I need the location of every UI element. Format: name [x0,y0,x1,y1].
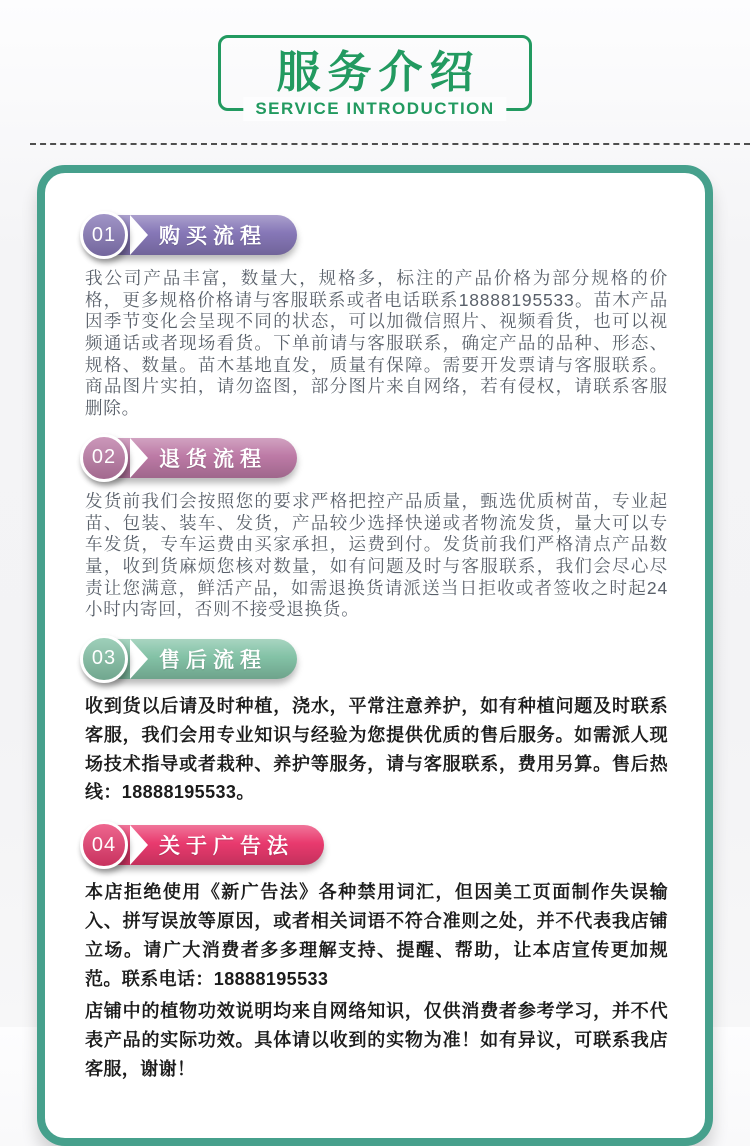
section-number-badge [80,211,128,259]
header-title-box [218,35,532,118]
service-card [37,165,713,1146]
section-advertising-law [85,825,668,1084]
section-number: 01 [91,223,117,246]
section-title: 关于广告法 [159,835,294,859]
chevron-right-icon [130,438,148,478]
page-title: 服务介绍 [276,48,481,97]
section-number-badge [80,821,128,869]
section-text: 发货前我们会按照您的要求严格把控产品质量，甄选优质树苗，专业起苗、包装、装车、发货，产品较少选择快递或者物流发货，量大可以专车发货，专车运费由买家承担，运费到付。发货前我们严格清点产品数量，收到货麻烦您核对数量，如有问题及时与客服联系，我们会尽心尽责让您满意，鲜活产品，如需退换货请派送当日拒收或者签收之时起24小时内寄回，否则不接受退换货。 [85,490,668,620]
dashed-divider [30,143,750,145]
section-number: 02 [91,446,117,469]
section-text-secondary: 店铺中的植物功效说明均来自网络知识，仅供消费者参考学习，并不代表产品的实际功效。具体请以收到的实物为准！如有异议，可联系我店客服，谢谢！ [85,1001,668,1079]
page-subtitle: SERVICE INTRODUCTION [243,97,506,121]
section-title: 售后流程 [159,648,267,672]
section-badge [83,215,297,255]
section-number: 03 [91,647,117,670]
section-aftersale-process [85,639,668,807]
section-purchase-process [85,215,668,420]
section-return-process [85,438,668,621]
section-badge [83,639,297,679]
section-badge [83,438,297,478]
section-title: 退货流程 [159,447,267,471]
section-number: 04 [91,833,117,856]
section-text: 收到货以后请及时种植，浇水，平常注意养护，如有种植问题及时联系客服，我们会用专业知识与经验为您提供优质的售后服务。如需派人现场技术指导或者栽种、养护等服务，请与客服联系，费用另算。售后热线：18888195533。 [85,695,668,803]
page-header [0,0,750,145]
section-title: 购买流程 [159,225,267,248]
chevron-right-icon [130,639,148,679]
section-text: 本店拒绝使用《新广告法》各种禁用词汇，但因美工页面制作失误输入、拼写误放等原因，或者相关词语不符合准则之处，并不代表我店铺立场。请广大消费者多多理解支持、提醒、帮助，让本店宣传更加规范。联系电话：18888195533 [85,882,668,989]
section-number-badge [80,635,128,683]
chevron-right-icon [130,825,148,865]
section-text: 我公司产品丰富，数量大，规格多，标注的产品价格为部分规格的价格，更多规格价格请与客服联系或者电话联系18888195533。苗木产品因季节变化会呈现不同的状态，可以加微信照片、视频看货，也可以视频通话或者现场看货。下单前请与客服联系，确定产品的品种、形态、规格、数量。苗木基地直发，质量有保障。需要开发票请与客服联系。商品图片实拍，请勿盗图，部分图片来自网络，若有侵权，请联系客服删除。 [85,268,668,419]
section-badge [83,825,324,865]
section-number-badge [80,434,128,482]
chevron-right-icon [130,215,148,255]
